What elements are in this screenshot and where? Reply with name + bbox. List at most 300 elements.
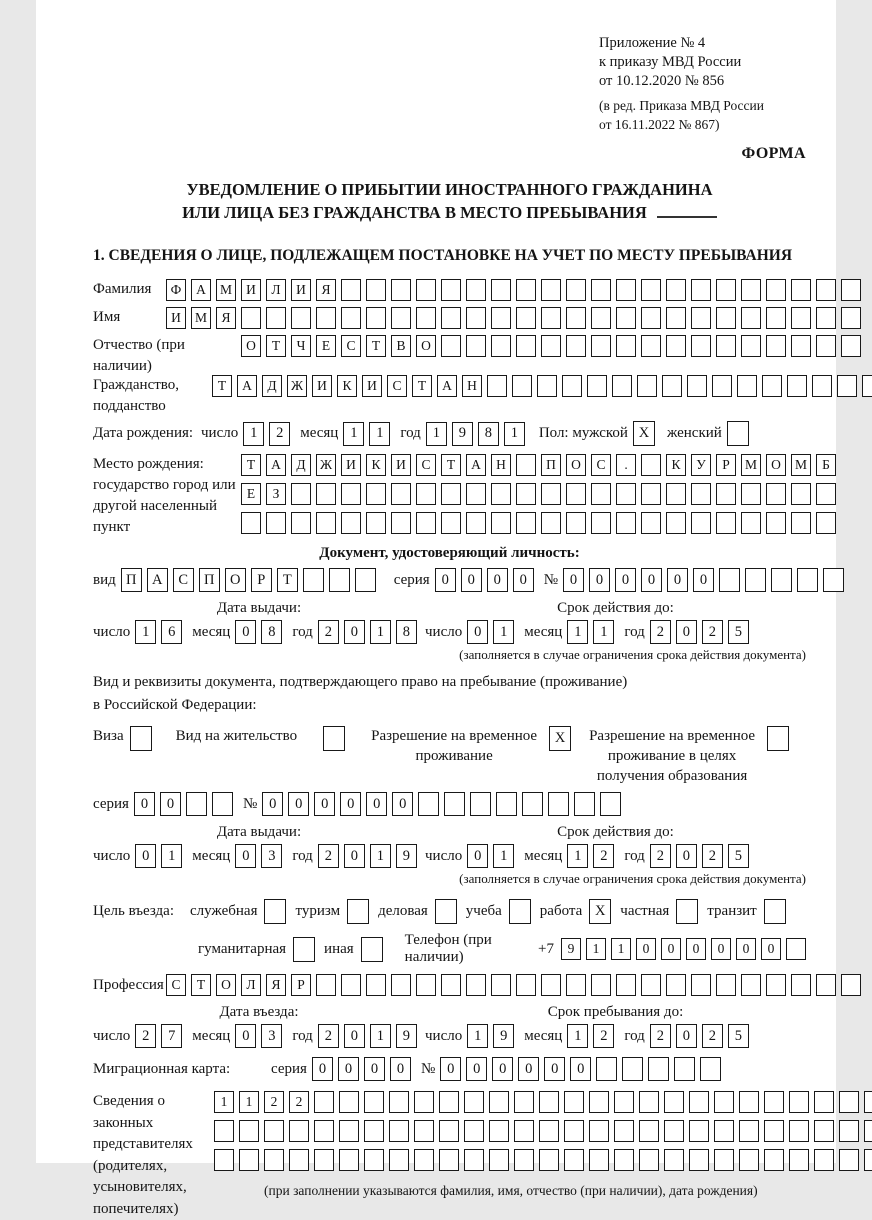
char-cell[interactable] — [766, 974, 786, 996]
char-cell[interactable]: Ф — [166, 279, 186, 301]
char-cell[interactable] — [764, 1120, 784, 1142]
char-cell[interactable] — [491, 279, 511, 301]
char-cell[interactable] — [329, 568, 350, 592]
char-cell[interactable] — [241, 512, 261, 534]
char-cell[interactable] — [745, 568, 766, 592]
char-cell[interactable] — [541, 335, 561, 357]
char-cell[interactable]: 0 — [513, 568, 534, 592]
char-cell[interactable] — [839, 1091, 859, 1113]
char-cell[interactable] — [466, 512, 486, 534]
char-cell[interactable]: М — [741, 454, 761, 476]
char-cell[interactable]: Б — [816, 454, 836, 476]
char-cell[interactable]: 0 — [338, 1057, 359, 1081]
char-cell[interactable]: 1 — [504, 422, 525, 446]
char-cell[interactable] — [591, 307, 611, 329]
char-cell[interactable] — [741, 483, 761, 505]
char-cell[interactable] — [741, 512, 761, 534]
char-cell[interactable] — [466, 307, 486, 329]
char-cell[interactable] — [841, 279, 861, 301]
char-cell[interactable] — [789, 1120, 809, 1142]
char-cell[interactable] — [616, 512, 636, 534]
char-cell[interactable]: А — [266, 454, 286, 476]
char-cell[interactable] — [791, 483, 811, 505]
char-cell[interactable] — [512, 375, 532, 397]
char-cell[interactable] — [239, 1149, 259, 1171]
char-cell[interactable] — [303, 568, 324, 592]
char-cell[interactable]: И — [391, 454, 411, 476]
char-cell[interactable] — [739, 1120, 759, 1142]
char-cell[interactable] — [366, 974, 386, 996]
char-cell[interactable] — [791, 335, 811, 357]
char-cell[interactable]: Н — [462, 375, 482, 397]
char-cell[interactable] — [564, 1120, 584, 1142]
char-cell[interactable]: 0 — [563, 568, 584, 592]
char-cell[interactable]: 0 — [467, 844, 488, 868]
char-cell[interactable] — [314, 1149, 334, 1171]
char-cell[interactable] — [714, 1149, 734, 1171]
char-cell[interactable] — [639, 1149, 659, 1171]
char-cell[interactable]: 1 — [343, 422, 364, 446]
char-cell[interactable] — [816, 335, 836, 357]
char-cell[interactable] — [470, 792, 491, 816]
char-cell[interactable]: И — [312, 375, 332, 397]
char-cell[interactable] — [812, 375, 832, 397]
char-cell[interactable] — [664, 1091, 684, 1113]
char-cell[interactable]: 5 — [728, 620, 749, 644]
char-cell[interactable] — [691, 307, 711, 329]
char-cell[interactable] — [541, 512, 561, 534]
char-cell[interactable]: 0 — [312, 1057, 333, 1081]
char-cell[interactable] — [614, 1091, 634, 1113]
char-cell[interactable]: Д — [262, 375, 282, 397]
char-cell[interactable]: 9 — [452, 422, 473, 446]
char-cell[interactable]: 2 — [318, 1024, 339, 1048]
char-cell[interactable] — [766, 307, 786, 329]
char-cell[interactable]: Р — [251, 568, 272, 592]
char-cell[interactable] — [186, 792, 207, 816]
char-cell[interactable] — [391, 483, 411, 505]
char-cell[interactable] — [789, 1149, 809, 1171]
char-cell[interactable]: 0 — [636, 938, 656, 960]
checkbox-temp-permit[interactable]: X — [549, 726, 571, 751]
char-cell[interactable] — [864, 1120, 872, 1142]
char-cell[interactable] — [689, 1091, 709, 1113]
char-cell[interactable] — [441, 483, 461, 505]
char-cell[interactable]: С — [591, 454, 611, 476]
char-cell[interactable] — [516, 974, 536, 996]
char-cell[interactable]: 0 — [235, 620, 256, 644]
char-cell[interactable] — [541, 974, 561, 996]
char-cell[interactable] — [366, 279, 386, 301]
char-cell[interactable]: 0 — [235, 1024, 256, 1048]
char-cell[interactable] — [316, 307, 336, 329]
char-cell[interactable]: 0 — [288, 792, 309, 816]
char-cell[interactable] — [787, 375, 807, 397]
char-cell[interactable]: 2 — [135, 1024, 156, 1048]
checkbox-female[interactable] — [727, 421, 749, 446]
char-cell[interactable]: 5 — [728, 844, 749, 868]
char-cell[interactable] — [439, 1091, 459, 1113]
char-cell[interactable]: П — [121, 568, 142, 592]
char-cell[interactable] — [416, 279, 436, 301]
char-cell[interactable]: 8 — [396, 620, 417, 644]
char-cell[interactable] — [466, 335, 486, 357]
char-cell[interactable] — [339, 1091, 359, 1113]
char-cell[interactable]: 0 — [487, 568, 508, 592]
char-cell[interactable] — [766, 279, 786, 301]
char-cell[interactable] — [341, 974, 361, 996]
char-cell[interactable]: 0 — [676, 1024, 697, 1048]
char-cell[interactable] — [641, 307, 661, 329]
char-cell[interactable] — [786, 938, 806, 960]
char-cell[interactable]: 1 — [493, 620, 514, 644]
char-cell[interactable]: Н — [491, 454, 511, 476]
char-cell[interactable] — [666, 512, 686, 534]
char-cell[interactable]: 1 — [611, 938, 631, 960]
char-cell[interactable] — [716, 483, 736, 505]
char-cell[interactable]: З — [266, 483, 286, 505]
char-cell[interactable]: 0 — [693, 568, 714, 592]
char-cell[interactable] — [587, 375, 607, 397]
char-cell[interactable]: Ж — [316, 454, 336, 476]
char-cell[interactable] — [516, 279, 536, 301]
char-cell[interactable]: М — [191, 307, 211, 329]
char-cell[interactable] — [339, 1149, 359, 1171]
checkbox-visa[interactable] — [130, 726, 152, 751]
char-cell[interactable] — [441, 279, 461, 301]
char-cell[interactable] — [616, 279, 636, 301]
char-cell[interactable]: 1 — [135, 620, 156, 644]
char-cell[interactable] — [700, 1057, 721, 1081]
char-cell[interactable] — [664, 1149, 684, 1171]
char-cell[interactable] — [641, 279, 661, 301]
char-cell[interactable] — [841, 307, 861, 329]
char-cell[interactable]: С — [416, 454, 436, 476]
char-cell[interactable] — [391, 512, 411, 534]
char-cell[interactable] — [264, 1120, 284, 1142]
char-cell[interactable]: 6 — [161, 620, 182, 644]
char-cell[interactable] — [566, 335, 586, 357]
char-cell[interactable]: 0 — [262, 792, 283, 816]
char-cell[interactable] — [612, 375, 632, 397]
char-cell[interactable]: 2 — [702, 1024, 723, 1048]
char-cell[interactable] — [641, 454, 661, 476]
char-cell[interactable] — [314, 1120, 334, 1142]
char-cell[interactable]: И — [166, 307, 186, 329]
char-cell[interactable] — [514, 1120, 534, 1142]
char-cell[interactable]: 1 — [214, 1091, 234, 1113]
char-cell[interactable] — [789, 1091, 809, 1113]
char-cell[interactable] — [816, 307, 836, 329]
char-cell[interactable] — [674, 1057, 695, 1081]
char-cell[interactable]: 1 — [370, 620, 391, 644]
char-cell[interactable] — [341, 307, 361, 329]
char-cell[interactable]: 0 — [235, 844, 256, 868]
char-cell[interactable]: О — [241, 335, 261, 357]
char-cell[interactable] — [689, 1149, 709, 1171]
char-cell[interactable]: С — [173, 568, 194, 592]
char-cell[interactable]: 2 — [264, 1091, 284, 1113]
char-cell[interactable]: 9 — [396, 1024, 417, 1048]
char-cell[interactable] — [539, 1120, 559, 1142]
char-cell[interactable]: 2 — [269, 422, 290, 446]
char-cell[interactable] — [264, 1149, 284, 1171]
char-cell[interactable]: 1 — [239, 1091, 259, 1113]
char-cell[interactable]: Я — [216, 307, 236, 329]
char-cell[interactable]: А — [466, 454, 486, 476]
char-cell[interactable] — [516, 335, 536, 357]
char-cell[interactable]: 0 — [344, 844, 365, 868]
char-cell[interactable]: 0 — [364, 1057, 385, 1081]
char-cell[interactable] — [491, 483, 511, 505]
char-cell[interactable] — [414, 1149, 434, 1171]
char-cell[interactable] — [614, 1120, 634, 1142]
char-cell[interactable]: Т — [441, 454, 461, 476]
char-cell[interactable] — [491, 307, 511, 329]
char-cell[interactable] — [441, 974, 461, 996]
char-cell[interactable] — [444, 792, 465, 816]
char-cell[interactable]: 0 — [641, 568, 662, 592]
char-cell[interactable]: Л — [266, 279, 286, 301]
char-cell[interactable] — [741, 279, 761, 301]
char-cell[interactable]: С — [166, 974, 186, 996]
char-cell[interactable]: Т — [412, 375, 432, 397]
char-cell[interactable] — [589, 1149, 609, 1171]
char-cell[interactable]: П — [541, 454, 561, 476]
char-cell[interactable] — [814, 1149, 834, 1171]
char-cell[interactable] — [816, 279, 836, 301]
char-cell[interactable]: 9 — [396, 844, 417, 868]
char-cell[interactable] — [566, 307, 586, 329]
char-cell[interactable] — [766, 335, 786, 357]
char-cell[interactable] — [839, 1149, 859, 1171]
char-cell[interactable]: 2 — [650, 844, 671, 868]
char-cell[interactable] — [514, 1091, 534, 1113]
char-cell[interactable] — [364, 1120, 384, 1142]
char-cell[interactable]: 1 — [370, 1024, 391, 1048]
char-cell[interactable] — [564, 1091, 584, 1113]
char-cell[interactable] — [591, 974, 611, 996]
char-cell[interactable]: С — [341, 335, 361, 357]
char-cell[interactable] — [464, 1149, 484, 1171]
char-cell[interactable]: 2 — [650, 1024, 671, 1048]
char-cell[interactable] — [441, 512, 461, 534]
char-cell[interactable] — [491, 512, 511, 534]
char-cell[interactable] — [687, 375, 707, 397]
char-cell[interactable] — [691, 512, 711, 534]
char-cell[interactable]: Е — [241, 483, 261, 505]
char-cell[interactable] — [491, 335, 511, 357]
char-cell[interactable] — [487, 375, 507, 397]
char-cell[interactable] — [764, 1091, 784, 1113]
char-cell[interactable]: Р — [291, 974, 311, 996]
char-cell[interactable] — [641, 483, 661, 505]
char-cell[interactable] — [591, 483, 611, 505]
char-cell[interactable]: 2 — [593, 844, 614, 868]
char-cell[interactable]: Я — [266, 974, 286, 996]
char-cell[interactable] — [516, 307, 536, 329]
char-cell[interactable]: В — [391, 335, 411, 357]
char-cell[interactable] — [641, 335, 661, 357]
char-cell[interactable]: 0 — [492, 1057, 513, 1081]
char-cell[interactable] — [364, 1149, 384, 1171]
char-cell[interactable] — [514, 1149, 534, 1171]
char-cell[interactable]: У — [691, 454, 711, 476]
char-cell[interactable] — [600, 792, 621, 816]
char-cell[interactable]: 7 — [161, 1024, 182, 1048]
char-cell[interactable]: 0 — [344, 1024, 365, 1048]
char-cell[interactable]: О — [216, 974, 236, 996]
char-cell[interactable]: 0 — [340, 792, 361, 816]
char-cell[interactable] — [541, 483, 561, 505]
char-cell[interactable] — [666, 279, 686, 301]
char-cell[interactable]: Т — [212, 375, 232, 397]
char-cell[interactable]: М — [791, 454, 811, 476]
char-cell[interactable] — [591, 335, 611, 357]
char-cell[interactable] — [566, 279, 586, 301]
char-cell[interactable]: 2 — [318, 844, 339, 868]
char-cell[interactable] — [716, 279, 736, 301]
char-cell[interactable] — [291, 307, 311, 329]
char-cell[interactable] — [614, 1149, 634, 1171]
char-cell[interactable] — [716, 512, 736, 534]
char-cell[interactable] — [291, 483, 311, 505]
char-cell[interactable] — [791, 974, 811, 996]
char-cell[interactable] — [439, 1149, 459, 1171]
char-cell[interactable] — [266, 307, 286, 329]
char-cell[interactable] — [539, 1091, 559, 1113]
char-cell[interactable] — [341, 279, 361, 301]
checkbox-other-purpose[interactable] — [361, 937, 383, 962]
char-cell[interactable]: 0 — [467, 620, 488, 644]
char-cell[interactable] — [366, 512, 386, 534]
char-cell[interactable] — [491, 974, 511, 996]
char-cell[interactable]: 0 — [466, 1057, 487, 1081]
char-cell[interactable] — [489, 1091, 509, 1113]
char-cell[interactable] — [791, 279, 811, 301]
char-cell[interactable] — [714, 1120, 734, 1142]
char-cell[interactable]: А — [191, 279, 211, 301]
char-cell[interactable] — [666, 974, 686, 996]
char-cell[interactable]: Е — [316, 335, 336, 357]
char-cell[interactable]: Ч — [291, 335, 311, 357]
char-cell[interactable]: 0 — [366, 792, 387, 816]
char-cell[interactable] — [516, 454, 536, 476]
char-cell[interactable]: 0 — [344, 620, 365, 644]
char-cell[interactable] — [816, 974, 836, 996]
char-cell[interactable] — [316, 483, 336, 505]
char-cell[interactable] — [741, 307, 761, 329]
char-cell[interactable] — [441, 307, 461, 329]
char-cell[interactable] — [364, 1091, 384, 1113]
char-cell[interactable]: 8 — [261, 620, 282, 644]
char-cell[interactable]: К — [666, 454, 686, 476]
char-cell[interactable]: Д — [291, 454, 311, 476]
char-cell[interactable]: И — [241, 279, 261, 301]
char-cell[interactable] — [691, 279, 711, 301]
char-cell[interactable] — [341, 483, 361, 505]
char-cell[interactable] — [648, 1057, 669, 1081]
char-cell[interactable]: 1 — [493, 844, 514, 868]
char-cell[interactable] — [541, 279, 561, 301]
char-cell[interactable]: 0 — [135, 844, 156, 868]
char-cell[interactable] — [564, 1149, 584, 1171]
char-cell[interactable]: И — [341, 454, 361, 476]
char-cell[interactable]: 1 — [567, 620, 588, 644]
char-cell[interactable]: П — [199, 568, 220, 592]
char-cell[interactable]: К — [366, 454, 386, 476]
char-cell[interactable]: 0 — [667, 568, 688, 592]
char-cell[interactable] — [341, 512, 361, 534]
char-cell[interactable] — [416, 512, 436, 534]
char-cell[interactable]: О — [766, 454, 786, 476]
char-cell[interactable]: 0 — [711, 938, 731, 960]
char-cell[interactable] — [366, 307, 386, 329]
char-cell[interactable] — [641, 974, 661, 996]
char-cell[interactable]: 1 — [567, 844, 588, 868]
char-cell[interactable]: 2 — [702, 844, 723, 868]
char-cell[interactable] — [464, 1120, 484, 1142]
char-cell[interactable] — [214, 1120, 234, 1142]
checkbox-humanitarian[interactable] — [293, 937, 315, 962]
char-cell[interactable] — [764, 1149, 784, 1171]
char-cell[interactable] — [616, 307, 636, 329]
char-cell[interactable] — [489, 1120, 509, 1142]
char-cell[interactable] — [591, 279, 611, 301]
char-cell[interactable] — [741, 335, 761, 357]
char-cell[interactable] — [562, 375, 582, 397]
char-cell[interactable]: 0 — [440, 1057, 461, 1081]
char-cell[interactable]: 2 — [289, 1091, 309, 1113]
char-cell[interactable] — [814, 1091, 834, 1113]
checkbox-business[interactable] — [435, 899, 457, 924]
char-cell[interactable] — [414, 1120, 434, 1142]
char-cell[interactable] — [689, 1120, 709, 1142]
char-cell[interactable]: 2 — [650, 620, 671, 644]
char-cell[interactable]: 3 — [261, 844, 282, 868]
char-cell[interactable]: 0 — [761, 938, 781, 960]
char-cell[interactable] — [791, 307, 811, 329]
checkbox-transit[interactable] — [764, 899, 786, 924]
char-cell[interactable] — [737, 375, 757, 397]
char-cell[interactable] — [816, 512, 836, 534]
char-cell[interactable]: Р — [716, 454, 736, 476]
char-cell[interactable] — [391, 279, 411, 301]
char-cell[interactable] — [864, 1091, 872, 1113]
char-cell[interactable] — [712, 375, 732, 397]
char-cell[interactable] — [666, 335, 686, 357]
char-cell[interactable] — [771, 568, 792, 592]
char-cell[interactable]: Т — [191, 974, 211, 996]
char-cell[interactable]: 5 — [728, 1024, 749, 1048]
char-cell[interactable] — [439, 1120, 459, 1142]
checkbox-private[interactable] — [676, 899, 698, 924]
char-cell[interactable]: 1 — [593, 620, 614, 644]
char-cell[interactable] — [716, 974, 736, 996]
char-cell[interactable] — [339, 1120, 359, 1142]
char-cell[interactable] — [516, 483, 536, 505]
char-cell[interactable] — [714, 1091, 734, 1113]
char-cell[interactable] — [864, 1149, 872, 1171]
char-cell[interactable] — [522, 792, 543, 816]
char-cell[interactable] — [639, 1120, 659, 1142]
char-cell[interactable]: 0 — [435, 568, 456, 592]
char-cell[interactable] — [539, 1149, 559, 1171]
char-cell[interactable]: 0 — [134, 792, 155, 816]
char-cell[interactable] — [239, 1120, 259, 1142]
char-cell[interactable]: 0 — [676, 620, 697, 644]
char-cell[interactable] — [214, 1149, 234, 1171]
